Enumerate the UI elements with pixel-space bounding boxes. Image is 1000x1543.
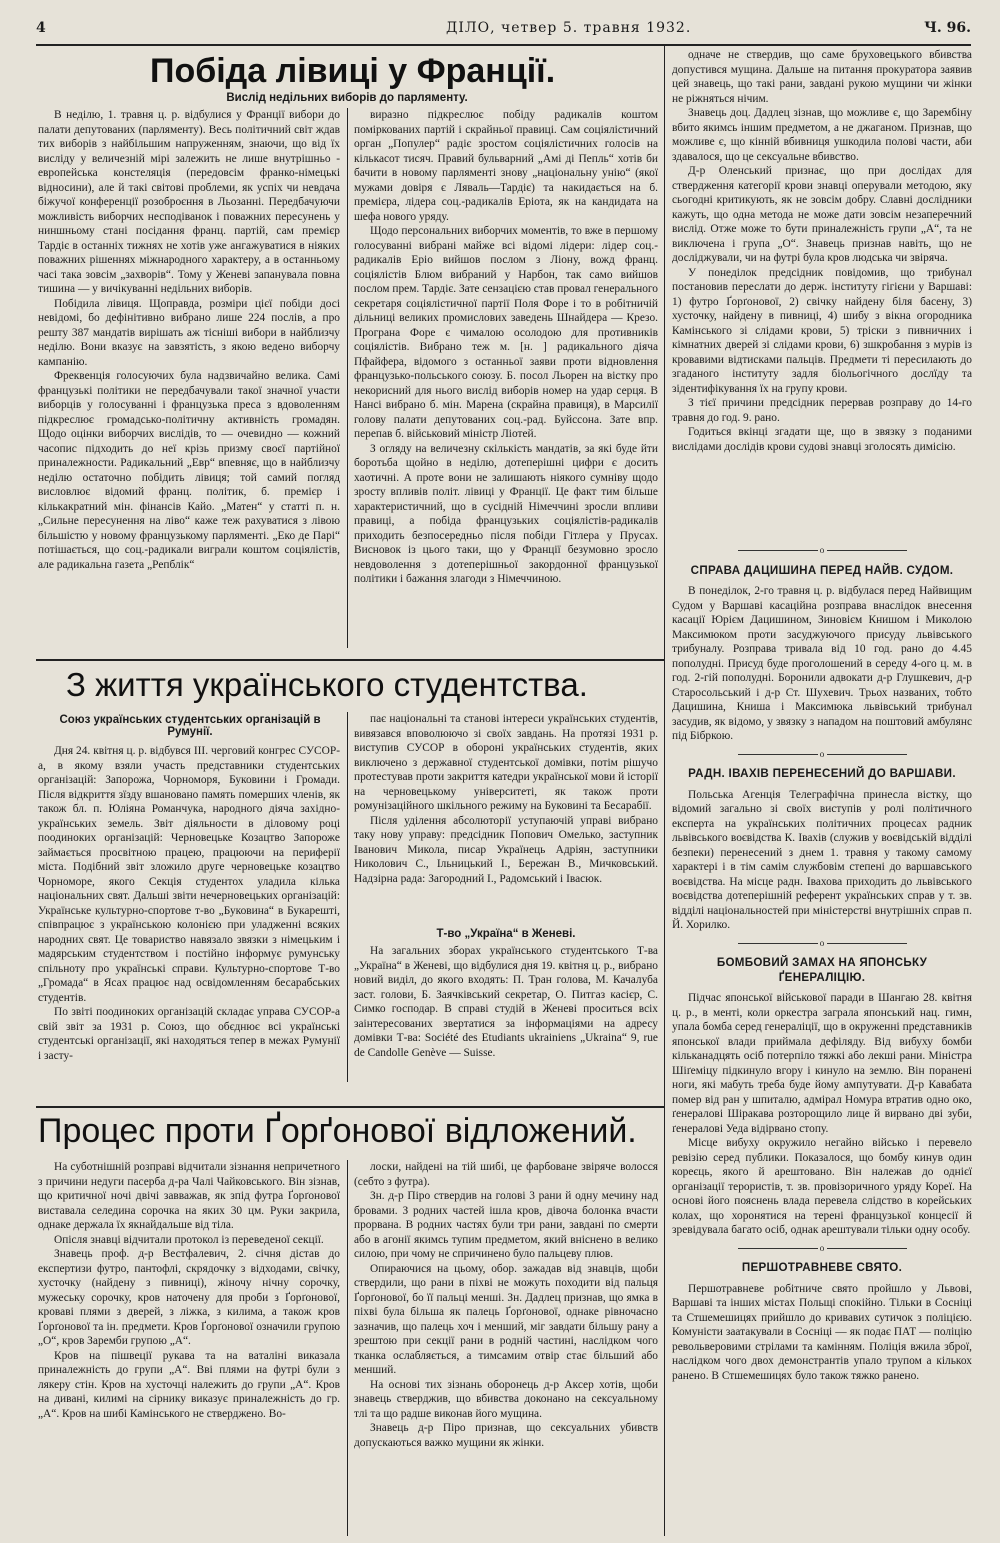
article-title-france: Побіда лівиці у Франції.	[150, 52, 556, 90]
column-divider	[347, 712, 348, 1082]
paragraph: Опираючися на цьому, обор. зажадав від знавців, щоби ствердили, що рани в піхві не можуть походити від пальця Ґорґонової, бо її пальці менші. Зн. Дадлец признав, що ямка в піхві була більша як палець Ґорґонової, однаке рівночасно зазначив, що палець хоч і менший, міг завдати більшу рану а зрештою при секції рани в родній частині, наслідком чого тканка ослабляється, а тимсамим отвір стає більший або менший.	[354, 1262, 658, 1376]
article-gorgonova-col2	[354, 1160, 658, 1536]
paragraph: З огляду на величезну скількість мандатів, за які буде йти боротьба щойно в неділю, дотеперішні цифри є досить хаотичні. А проте вони не залишають ніякого сумніву щодо зросту впливів політ. лівиці у Франції. Це факт тим більше характеристичний, що в сусідній Німеччині зросли впливи правиці, а побіда французьких соціялістів-радикалів приходить безпосередньо після побіди Гітлера у Прусах. Висновок із цього таки, що у Франції безумовно зросло невдоволення з дотеперішньої закордонної французької політики і бажання злагоди з Німеччиною.	[354, 442, 658, 585]
paragraph: пає національні та станові інтереси українських студентів, вивязався вповолюючо зі своїх завдань. На протязі 1931 р. виступив СУСОР в обороні українських студентів, яких виключено з державної студентської домівки, потім рішучо протестував проти закриття катедри української мови й історії на черновецькому університеті, як також проти ромунізаційного шкільного режиму на Буковині та Бесарабії.	[354, 713, 658, 812]
paragraph: Д-р Оленський признає, що при дослідах для ствердження категорії крови знавці оперували методою, яку сьогодні критикують, як не зовсім добру. Славні дослідники кажуть, що одна метода не може дати зовсім незаперечний вислід. Отже може то бути приналежність групи „А“, та не виключена і група „О“. Знавець признав навіть, що не досліджували, чи на футрі була кров людська чи звіряча.	[672, 165, 972, 264]
article-title-students: З життя українського студентства.	[66, 666, 588, 703]
news-heading: ПЕРШОТРАВНЕВЕ СВЯТО.	[741, 1261, 903, 1274]
column-divider	[347, 108, 348, 648]
issue-number: Ч. 96.	[924, 20, 971, 36]
paragraph: виразно підкреслює побіду радикалів коштом поміркованих партій і скрайньої правиці. Сам соціялістичний орган „Популер“ радіє зростом соціялістичних голосів на кількасот тисяч. Правий бульварний „Амі ді Пепль“ хотів би бачити в новому парляменті знову „національну унію“ (якої мужами довіря є Лявaль—Тардіє) та накидається на б. премієра, лідера соц.-радикалів Еріота, як на кандидата на шефа нового уряду.	[354, 109, 658, 223]
news-heading: СПРАВА ДАЦИШИНА ПЕРЕД НАЙВ. СУДОМ.	[690, 563, 954, 577]
paragraph: Побідила лівиця. Щоправда, розміри цієї побіди досі невідомі, бо дефінітивно вибрано лише 224 послів, а про решту 387 мандатів вирішать аж тісніші вибори в найблизчу неділю. Вони вказує на завзятість, з якою ведено виборчу кампанію.	[38, 297, 340, 368]
column-divider	[347, 1160, 348, 1536]
article-students-col2b	[354, 944, 658, 1076]
news-heading: БОМБОВИЙ ЗАМАХ НА ЯПОНСЬКУ ҐЕНЕРАЛІЦІЮ.	[716, 956, 928, 984]
paragraph: Знавець проф. д-р Вестфалевич, 2. січня дістав до експертизи футро, пантофлі, скрядочку з відходами, свічку, хусточку (найдену з пивниці), жіночу нічну сорочку, мужеську сорочку, кров наточену для проби з Ґорґонової, кровавi плями з дверей, з ліжка, з килима, а також кров Ґорґонової та ін. предмети. Кров Ґорґонової означили групою „О“, кров Заремби групою „А“.	[38, 1248, 340, 1347]
separator: o	[672, 747, 972, 762]
paragraph: Фреквенція голосуючих була надзвичайно велика. Самі французькі політики не передбачували такої значної участи виборців у голосуванні і французька преса з вдоволенням підкреслює громадсько-політичну активність громадян. Щодо оцінки виборчих вислідів, то — очевидно — кожний часопис підходить до неї крізь призму своєї партійної приналежности. Радикальний „Евр“ впевняє, що в найблизчу неділю остаточно побідить лівиця; той самий погляд висловлює відомий франц. політик, б. премієр і кількакратний мін. фінансів Кайо. „Матен“ у статті п. н. „Сильне пересунення на ліво“ каже теж рахуватися з лівою більшістю у новому французькому парляменті. „Еко де Парі“ потішається, що соц.-радикали виграли коштом соціялістів, але радикальна газета „Репблік“	[38, 370, 340, 571]
paragraph: Щодо персональних виборчих моментів, то вже в першому голосуванні вибрані майже всі відомі лідери: лідер соц.-радикалів Еріо вийшов послом з Ліону, вожд франц. соціялістів Блюм вибраний у Нарбон, так само вийшов послом прем. Тардіє. Зате сензацією став провал генерального секретаря соціялістичної партії Поля Форе і то в робітничій дільниці великих промислових заведень Шнайдера — Крезо. Програна Форе є чималою осолодою для противників соціялістів. Вибрано теж м. [н. ] радикального діяча Пфайфера, відомого з останньої заяви проти відновлення французько-польського союзу. Б. посол Льорен на вістку про некорисний для нього вислід виборів номер на удар серця. В Нансі вибрано б. мін. Марена (скрайна правиця), в Марсилії голову палати депутованих соц.-рад. Буйссона. Зате впр. перепав б. військовий міністр Ліотей.	[354, 225, 658, 440]
article-gorgonova-col3	[672, 48, 972, 536]
separator: o	[672, 543, 972, 558]
page-header	[36, 18, 971, 46]
article-subtitle-france: Вислід недільних виборів до парляменту.	[226, 92, 468, 104]
article-students-col1	[38, 744, 340, 1072]
article-students-col2	[354, 712, 658, 924]
paragraph: На загальних зборах українського студентського Т-ва „Україна“ в Женеві, що відбулися дня 19. квітня ц. р., вибрано новий виділ, до якого входять: П. Тран голова, М. Качалуба заст. голови, Б. Заячківський секретар, О. Питгаз касієр, С. Симко господар. В справі студій в Женеві проситься всіх заінтересованих звертатися за інформаціями на адресу домівки Т-ва: Société des Etudiants ukrainiens „Ukraina“ 9, rue de Candolle Genève — Suisse.	[354, 945, 658, 1059]
paragraph: Годиться вкінці згадати ще, що в звязку з поданими вислідами дослідів крови судові знавці зголосять димісію.	[672, 426, 972, 453]
paragraph: У понеділок предсідник повідомив, що трибунал постановив переслати до держ. інституту гігієни у Варшаві: 1) футро Ґорґонової, 2) свічку найдену біля басену, 3) хусточку, найдену в пивниці, 4) шибу з вікна огородника Камінського зі слідами крови, 5) тріски з пивничних і кімнатних дверей зі слідами крови, 6) зшкробання з мурів із кровавими відтисками пальців. Предмети ті пересилають до згаданого інституту задля біольогічного дослїду та зідентифікування їх на групу крови.	[672, 266, 972, 395]
article-title-gorgonova: Процес проти Ґорґонової відложений.	[38, 1112, 637, 1150]
paragraph: В понеділок, 2-го травня ц. р. відбулася перед Найвищим Судом у Варшаві касаційна розправа внаслідок внесення касації Юрієм Дацишином, Зиновієм Книшом і Миколою Максимюком проти засуджуючого присуду львівського трибуналу. Розправа тривала від 10 год. рано до 4.45 пополудні. Присуд буде проголошений в середу 4-ого ц. м. в год. 2-гій пополудні. Боронили адвокати д-р Глушкевич, д-р Старосольський і д-р Ст. Шухевич. Трьох названих, тобто Дацишина, Книша і Максимюка львівський трибунал засудив, як відомо, у звязку з нападом на поштовий амбулянс під Бібркою.	[672, 585, 972, 742]
paragraph: Місце вибуху окружило негайно військо і перевело ревізію серед публики. Показалося, що бомбу кинув один кореєць, якого й арештовано. Він належав до однієї організації терористів, т. зв. провізоричного уряду Кореї. На основі його пояснень влада перевела слідство в корейських колах, що хоронятися на терені французької концесії й зревідувала багато осіб, однак арештували тільки одну особу.	[672, 1137, 972, 1236]
newspaper-title: ДІЛО, четвер 5. травня 1932.	[446, 20, 692, 36]
article-france-col1	[38, 108, 340, 648]
paragraph: Знавець д-р Піро признав, що сексуальних убивств допускаються важко мущини як жінки.	[354, 1422, 658, 1449]
paragraph: Першотравневе робітниче свято пройшло у Львові, Варшаві та інших містах Польщі спокійно. Тільки в Сосніці та Стшемешицях прийшло до кривавих сутичок з поліцією. Комуністи заатакували в Сосніці — як подає ПАТ — поліцію револьверовими стрілами та камінням. Поліція вжила зброї, наслідком чого двох демонстрантів упало трупом а кількох ранено. В Стшемешицях було також тяжко ранено.	[672, 1282, 972, 1382]
article-france-col2	[354, 108, 658, 642]
news-column	[672, 540, 972, 1536]
separator: o	[672, 936, 972, 951]
page-number: 4	[36, 20, 46, 36]
news-heading: РАДН. ІВАХІВ ПЕРЕНЕСЕНИЙ ДО ВАРШАВИ.	[688, 767, 956, 780]
column-divider-main	[664, 46, 665, 1536]
paragraph: лоски, найдені на тій шибі, це фарбоване звіряче волосся (себто з футра).	[354, 1161, 658, 1188]
paragraph: Після уділення абсолюторії уступаючій управі вибрано таку нову управу: предсідник Попович Омелько, заступник Іванович Микола, писар Українець Адріян, заступники Николович С., Ільницький І., Бережан В., Мичковський. Надзірна рада: Загородний І., Радомський і Івасюк.	[354, 814, 658, 885]
paragraph: На суботнішній розправі відчитали зізнання непричетного з причини недуги пасерба д-ра Чалі Чайковського. Він зізнав, що критичної ночі двічі завважав, як зпід футра Ґорґонової виставала селедина сорочка на яких 30 цм. Руки закрила, однаке держала їх якнайдальше від тіла.	[38, 1161, 340, 1231]
paragraph: Польська Агенція Телеграфічна принесла вістку, що відомий загально зі своїх виступів у ролі політичного експерта на українських політичних процесах радник львівського воєвідства К. Івахів (служив у воєвідській відділі безпеки) перенесений з днем 1. травня у такому самому характері і в тім самім службовім степені до варшавського воєвідства. На місце радн. Івахова приходить до львівського воєвідства дотеперішній референт українських справ у т. зв. відділі національностей при міністерстві внутрішніх справ п. Й. Хорилко.	[672, 788, 972, 931]
paragraph: одначе не ствердив, що саме бруховецького вбивства допустився мущина. Дальше на питання прокуратора заявив цей знавець, що такі рани, завдані рукою мущини чи жінки не ріжняться нічим.	[672, 49, 972, 105]
paragraph: Підчас японської військової паради в Шангаю 28. квітня ц. р., в менті, коли оркестра заграла японський нац. гимн, упала бомба серед генераліції, що в окруженні представників японської влади приймала дефіляду. Від вибуху бомби кільканадцять осіб потерпіло тяжкі або лекші рани. Міністра Шіґеміцу підкинуло вгору і кинуло на землю. Він поранені ноги, які мабуть треба буде йому ампутувати. Д-р Кавабата помер від ран у шпиталю, адмірал Номура втратив одно око, ґенералові Шіракава розторощило лице й вирвано дві зуби, ґенералові Уеда відірвано стопу.	[672, 992, 972, 1135]
paragraph: По звіті поодиноких організацій складає управа СУСОР-а свій звіт за 1931 р. Союз, що обєднює всі українські студентські організації, які находяться тепер в межах Румунії і засту-	[38, 1006, 340, 1062]
article-gorgonova-col1	[38, 1160, 340, 1536]
paragraph: Зн. д-р Піро ствердив на голові 3 рани й одну мечину над бровами. З родних частей ішла кров, дівоча болонка вчасти прорвана. В родних частях були три рани, завдані по смерти або в агонії якимсь тупим предметом, який вніснено в велико силою, при чому не спричинено було пальцеву плюв.	[354, 1190, 658, 1260]
paragraph: Опісля знавці відчитали протокол із переведеної секції.	[54, 1233, 324, 1246]
section-rule	[36, 1106, 664, 1108]
paragraph: Кров на пішвеції рукава та на вaтaлiнi виказала приналежність до групи „А“. Вві плями на футрі були з лякеру стін. Кров на хусточці належить до групи „А“. Кров на дивані, килимі на сірнику виказує приналежність до гр. „А“. Кров на шибі Камінського не стверджено. Во-	[38, 1349, 340, 1420]
paragraph: В неділю, 1. травня ц. р. відбулися у Франції вибори до палати депутованих (парляменту). Весь політичний світ ждав тих виборів з найбільшим напруженням, знаючи, що від їх висліду у величезній мірі залежить не лише внутрішньо - европейська констеляція (передовсім франко-німецькі відносини), але й такі світові проблеми, як успіх чи невдача біжучої конференції розоброєння в Льозанні. Передбачуючи можливість виборчих несподіванок і поважних пересунень у ниншньому стані посідання франц. партій, сам премієр Тардіє в останніх тижнях не хотів уже ангажуватися в ніяких поважних рішеннях міжнародного характеру, а в останньому часі така зовсім „захворів“. Тому у Женеві запанувала повна тишина — у вичікуванні недільних виборів.	[38, 109, 340, 295]
section-heading-susor: Союз українських студентських організацій в Румунії.	[59, 714, 321, 738]
paragraph: Знавець доц. Дадлец зізнав, що можливе є, що Зарембіну вбито якимсь іншим предметом, а не джаганом. Признав, що можливе є, що кінній вбивниця ушкодила полові части, аби здавалося, що це сексуальне вбивство.	[672, 107, 972, 163]
section-heading-ukraina-geneva: Т-во „Україна“ в Женеві.	[436, 928, 576, 940]
paragraph: На основі тих зізнань оборонець д-р Аксер хотів, щоби знавець стверджив, що вбивства доконано на сексуальному тлі та що радше виконав його мущина.	[354, 1378, 658, 1420]
paragraph: Дня 24. квітня ц. р. відбувся III. черговий конгрес СУСОР-а, в якому взяли участь представники студентських організацій: Запорожа, Чорноморя, Буковини і Громади. Після відкриття зїзду вшановано память померших членів, як також бл. п. Юліяна Романчука, народного діяча західно-українських земель. Звіт діяльности в діловому році поодиноких організацій: Чернoвецьке Козацтво Запорожe займається просвітною працею, працюючи на периферії міста. Подібний звіт зложило друге черновецьке козацтво Чорноморе, якого Секція студентох уладила кілька національних свят. Дальші звіти нечерновецьких організацій: Українське культурно-спортове т-во „Буковина“ в Букарешті, співпрацює з українською колонією при уладженні всяких народних свят. Це товариство навязало звязки з німецьким і мадярським студентством і постійно інформує румунську спільноту про українські справи. Культурно-спортове Т-во „Громада“ в Ясах працює над освідомленням бесарабських студентів.	[38, 745, 340, 1004]
section-rule	[36, 659, 664, 661]
paragraph: З тієї причини предсідник перервав розправу до 14-го травня до год. 9. рано.	[672, 397, 972, 424]
separator: o	[672, 1241, 972, 1256]
